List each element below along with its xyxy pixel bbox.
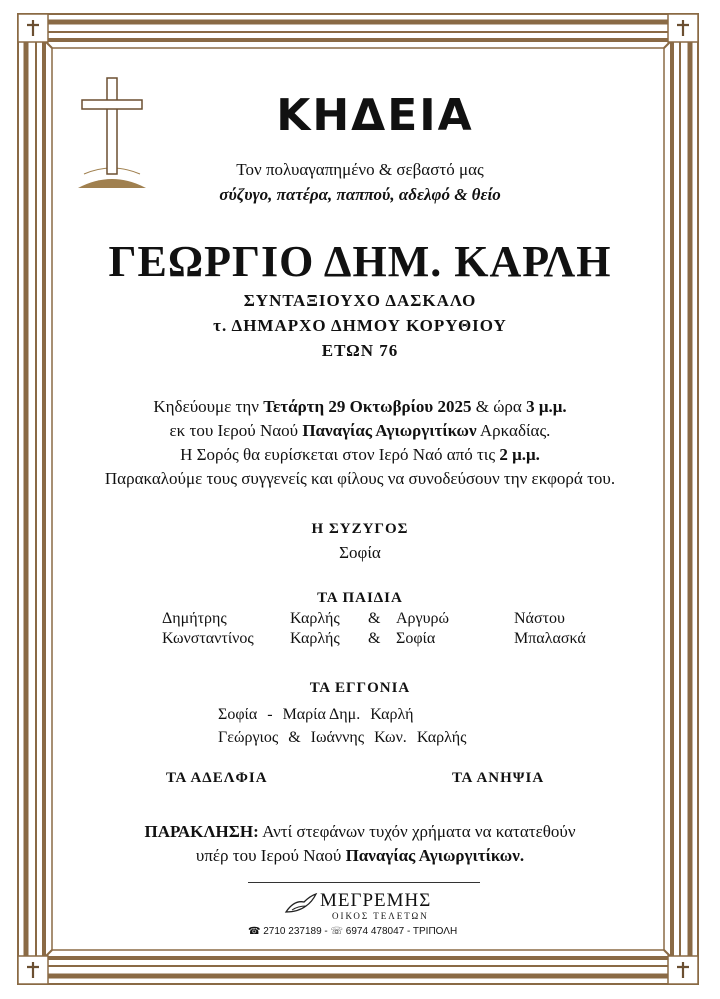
request-text: Αντί στεφάνων τυχόν χρήματα να κατατεθούν bbox=[258, 822, 576, 841]
grandchildren-line-1 bbox=[218, 706, 414, 724]
list-item: Σοφία bbox=[218, 706, 258, 723]
list-item: Ιωάννης bbox=[310, 729, 365, 746]
list-item: Κωνσταντίνος bbox=[162, 630, 254, 647]
announcement-line-1 bbox=[0, 397, 720, 417]
list-item: & bbox=[368, 630, 381, 647]
list-item: - bbox=[267, 706, 273, 723]
announcement-text: Η Σορός θα ευρίσκεται στον Ιερό Ναό από τις bbox=[180, 445, 500, 464]
list-item: Κων. bbox=[374, 729, 407, 746]
announcement-text: & ώρα bbox=[471, 397, 527, 416]
list-item: Νάστου bbox=[514, 610, 565, 627]
list-item: Αργυρώ bbox=[396, 610, 450, 627]
announcement-line-2 bbox=[0, 421, 720, 441]
children-list bbox=[162, 610, 634, 648]
cross-icon bbox=[24, 18, 42, 38]
grandchildren-header: ΤΑ ΕΓΓΟΝΙΑ bbox=[309, 680, 411, 696]
deceased-role-2: τ. ΔΗΜΑΡΧΟ ΔΗΜΟΥ ΚΟΡΥΘΙΟΥ bbox=[213, 316, 507, 335]
list-item: & bbox=[288, 729, 301, 746]
list-item: Μπαλασκά bbox=[514, 630, 586, 647]
announcement-text: Αρκαδίας. bbox=[476, 421, 551, 440]
deceased-name: ΓΕΩΡΓΙΟ ΔΗΜ. ΚΑΡΛΗ bbox=[108, 237, 612, 286]
list-item: Γεώργιος bbox=[218, 729, 279, 746]
request-text: υπέρ του Ιερού Ναού bbox=[195, 846, 346, 865]
funeral-home-contact: ☎ 2710 237189 - ☏ 6974 478047 - ΤΡΙΠΟΛΗ bbox=[248, 926, 458, 937]
list-item: Καρλής bbox=[290, 630, 340, 647]
announcement-line-4: Παρακαλούμε τους συγγενείς και φίλους να συνοδεύσουν την εκφορά του. bbox=[104, 469, 616, 488]
spouse-header: Η ΣΥΖΥΓΟΣ bbox=[311, 521, 409, 537]
list-item: Καρλής bbox=[290, 610, 340, 627]
church-name: Παναγίας Αγιωργιτίκων. bbox=[345, 846, 525, 865]
deceased-role-1: ΣΥΝΤΑΞΙΟΥΧΟ ΔΑΣΚΑΛΟ bbox=[243, 291, 477, 310]
funeral-time: 3 μ.μ. bbox=[526, 397, 567, 416]
funeral-date: Τετάρτη 29 Οκτωβρίου 2025 bbox=[263, 397, 472, 416]
announcement-text: εκ του Ιερού Ναού bbox=[169, 421, 303, 440]
cross-icon bbox=[674, 18, 692, 38]
siblings-header: ΤΑ ΑΔΕΛΦΙΑ bbox=[166, 770, 268, 786]
funeral-home-tagline: ΟΙΚΟΣ ΤΕΛΕΤΩΝ bbox=[332, 911, 429, 921]
funeral-home-name: ΜΕΓΡΕΜΗΣ bbox=[320, 890, 432, 911]
list-item: Καρλή bbox=[370, 706, 414, 723]
deceased-age: ΕΤΩΝ 76 bbox=[321, 341, 399, 360]
dove-icon bbox=[284, 892, 318, 916]
footer-divider bbox=[248, 882, 480, 883]
request-line-2 bbox=[0, 846, 720, 866]
nephews-header: ΤΑ ΑΝΗΨΙΑ bbox=[452, 770, 545, 786]
announcement-text: Κηδεύουμε την bbox=[153, 397, 264, 416]
grandchildren-line-2 bbox=[218, 729, 466, 747]
list-item: Σοφία bbox=[396, 630, 436, 647]
request-label: ΠΑΡΑΚΛΗΣΗ: bbox=[144, 822, 259, 841]
request-line-1 bbox=[0, 822, 720, 842]
church-name: Παναγίας Αγιωργιτίκων bbox=[302, 421, 477, 440]
list-item: Δημήτρης bbox=[162, 610, 227, 627]
page-title: ΚΗΔΕΙΑ bbox=[276, 90, 474, 141]
list-item: Μαρία Δημ. bbox=[282, 706, 361, 723]
spouse-name: Σοφία bbox=[339, 543, 381, 562]
children-header: ΤΑ ΠΑΙΔΙΑ bbox=[317, 590, 403, 606]
viewing-time: 2 μ.μ. bbox=[499, 445, 540, 464]
cross-icon bbox=[24, 960, 42, 980]
relations-line: σύζυγο, πατέρα, παππού, αδελφό & θείο bbox=[219, 185, 501, 204]
announcement-line-3 bbox=[0, 445, 720, 465]
cross-icon bbox=[674, 960, 692, 980]
list-item: Καρλής bbox=[416, 729, 467, 746]
intro-line: Τον πολυαγαπημένο & σεβαστό μας bbox=[236, 160, 484, 179]
list-item: & bbox=[368, 610, 381, 627]
